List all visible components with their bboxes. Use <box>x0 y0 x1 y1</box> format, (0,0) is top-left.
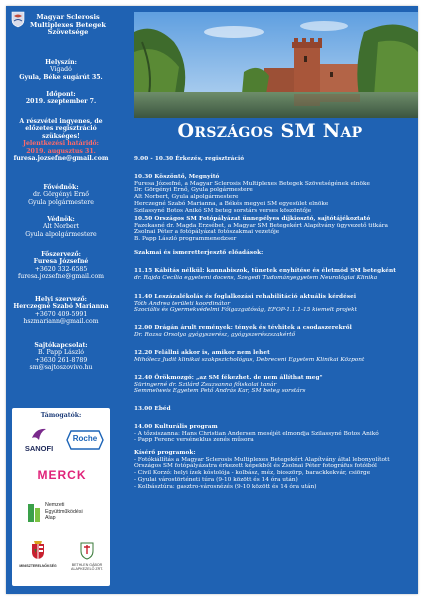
opening-line-1: Furesa Józsefné, a Magyar Sclerosis Multiplexes Betegek Szövetségének elnöke <box>134 180 370 187</box>
opening-line-4: Herczegné Szabó Marianna, a Békés megyei SM egyesület elnöke <box>134 200 329 207</box>
bethlen-label <box>66 563 108 572</box>
roche-logo <box>66 430 104 450</box>
date-block <box>10 91 112 106</box>
co-patron-name: Alt Norbert <box>42 223 80 231</box>
sponsors-panel <box>12 408 110 586</box>
lecture-3-speaker: Dr. Rozsa Orsolya gyógyszerész, gyógyszerészszakértő <box>134 331 296 338</box>
press-block <box>10 342 112 372</box>
award-title: 10.50 Országos SM Fotópályázat ünnepélyes díjkiosztó, sajtótájékoztató <box>134 216 371 222</box>
program-lecture-2 <box>134 294 414 314</box>
press-heading: Sajtókapcsolat: <box>34 342 88 349</box>
sanofi-bird-icon <box>30 426 48 442</box>
lecture-3-title: 12.00 Drágán árult remények: tények és tévhitek a csodaszerekről <box>134 325 352 331</box>
lecture-2-title: 11.40 Leszázalékolás és foglalkozási rehabilitáció aktuális kérdései <box>134 294 357 300</box>
co-patron-heading: Védnök: <box>47 216 75 223</box>
lecture-4-speaker: Mihólecz Judit klinikai szakpszichológus, Debreceni Egyetem Klinikai Központ <box>134 356 365 363</box>
nea-line-1: Nemzeti <box>45 502 65 508</box>
venue-block <box>10 59 112 81</box>
bethlen-line-1: BETHLEN GÁBOR <box>71 563 103 567</box>
program-arrival <box>134 156 414 163</box>
cultural-title: 14.00 Kulturális program <box>134 424 218 430</box>
ms-association-logo-icon <box>11 11 25 28</box>
program-lecture-4 <box>134 350 414 363</box>
program-lecture-3 <box>134 325 414 338</box>
co-patron-role: Gyula alpolgármestere <box>25 230 97 238</box>
ministry-label: MINISZTERELNÖKSÉG <box>19 564 57 568</box>
venue-address: Gyula, Béke sugárút 35. <box>19 73 103 81</box>
title-part-1: O <box>177 120 195 142</box>
left-column <box>6 6 116 594</box>
side-events-line-5: - Kolbásztúra: gasztro-városnézés (9-10 között és 14 óra után) <box>134 483 317 490</box>
castle-photo <box>134 12 418 118</box>
program-cultural <box>134 424 414 444</box>
bethlen-line-2: ALAPKEZELŐ ZRT. <box>71 567 103 572</box>
bethlen-crest-icon <box>79 540 95 560</box>
opening-line-5: Szilassyné Botos Anikó SM beteg sorstárs verses köszöntője <box>134 207 312 214</box>
lecture-2-affiliation: Szociális és Gyermekvédelmi Főigazgatóság, EFOP-1.1.1-15 kiemelt projekt <box>134 307 357 314</box>
program-opening <box>134 174 414 214</box>
patron-block <box>10 184 112 206</box>
side-events-line-2: Országos SM fotópályázatra érkezett képekből és Zsolnai Péter fotográfus fotóiból <box>134 463 377 470</box>
co-patron-block <box>10 216 112 238</box>
date-value: 2019. szeptember 7. <box>25 98 97 106</box>
lecture-4-title: 12.20 Felállni akkor is, amikor nem lehet <box>134 350 270 356</box>
venue-heading: Helyszín: <box>45 59 77 66</box>
award-line-2: Zsolnai Péter a fotópályázat fotószakmai vezetője <box>134 229 280 236</box>
program-side-events <box>134 450 414 490</box>
program-lectures-heading <box>134 250 414 257</box>
bethlen-logo <box>66 540 108 580</box>
lecture-2-speaker: Tóth Andrea területi koordinátor <box>134 300 231 307</box>
date-heading: Időpont: <box>46 91 76 98</box>
program-column <box>124 120 416 590</box>
patron-name: dr. Görgényi Ernő <box>32 191 90 199</box>
award-line-3: B. Papp László programmenedzser <box>134 236 237 243</box>
lecture-5-speaker: Süringerné dr. Szilárd Zsuzsanna főiskolai tanár <box>134 381 277 388</box>
nea-line-2: Együttműködési <box>45 508 83 515</box>
local-organizer-phone: +3670 409-5991 <box>34 310 88 318</box>
patron-role: Gyula polgármestere <box>28 198 94 206</box>
cultural-line-1: - A tőzsiszanna: Hans Christian Andersen meséjét elmondja Szilassyné Botos Anikó <box>134 430 379 437</box>
roche-label: Roche <box>72 434 98 443</box>
press-phone: +3630 261-8789 <box>34 356 88 364</box>
main-organizer-block <box>10 251 112 281</box>
lecture-5-title: 12.40 Örökmozgó: „az SM fékezhet. de nem állíthat meg" <box>134 375 323 381</box>
main-organizer-email[interactable]: furesa.jozsefne@gmail.com <box>17 273 105 281</box>
castle-photo-image <box>134 12 418 118</box>
ministry-logo <box>14 540 62 580</box>
poster <box>6 6 418 594</box>
title-part-3: SM N <box>280 120 341 142</box>
side-events-title: Kísérő programok: <box>134 450 196 456</box>
opening-line-2: Dr. Görgényi Ernő, Gyula polgármestere <box>134 187 253 194</box>
side-events-line-4: - Gyulai várostörténeti túra (9-10 között és 14 óra után) <box>134 476 298 483</box>
lecture-1-speaker: dr. Rajda Cecília egyetemi docens, Szegedi Tudományegyetem Neurológiai Klinika <box>134 274 378 281</box>
opening-line-3: Alt Norbert, Gyula alpolgármestere <box>134 194 239 201</box>
program-lecture-1 <box>134 268 414 281</box>
organization-name: Magyar Sclerosis Multiplexes Betegek Szövetsége <box>30 13 106 37</box>
registration-block <box>10 118 112 162</box>
press-name: B. Papp László <box>38 349 84 357</box>
title-part-4: AP <box>340 125 363 141</box>
title-part-2: RSZÁGOS <box>194 125 274 141</box>
program-lunch <box>134 406 414 413</box>
nea-logo <box>26 500 102 530</box>
merck-logo: MERCK <box>37 468 87 482</box>
hungarian-coat-of-arms-icon <box>30 540 46 560</box>
sanofi-logo <box>18 426 60 460</box>
sanofi-label: SANOFI <box>24 444 54 453</box>
patron-heading: Fővédnök: <box>43 184 79 191</box>
lectures-heading: Szakmai és ismeretterjesztő előadások: <box>134 250 264 256</box>
cultural-line-2: - Papp Ferenc verséneklus zenés műsora <box>134 437 254 444</box>
program-lecture-5 <box>134 375 414 395</box>
side-events-line-1: - Fotókiállítás a Magyar Sclerosis Multiplexes Betegekért Alapítvány által lebonyolított <box>134 456 390 463</box>
side-events-line-3: - Civil Korzó: helyi ízek kóstolója - kolbász, méz, bioszörp, barackkekvár, csiörge <box>134 470 371 477</box>
main-organizer-phone: +3620 332-6585 <box>34 265 88 273</box>
main-organizer-name: Furesa Józsefné <box>33 258 89 266</box>
event-title <box>124 120 416 142</box>
local-organizer-email[interactable]: hszmariann@gmail.com <box>23 318 99 326</box>
main-organizer-heading: Főszervező: <box>41 251 81 258</box>
lecture-5-affiliation: Semmelweis Egyetem Pető András Kar, SM beteg sorstárs <box>134 388 306 395</box>
local-organizer-block <box>10 296 112 326</box>
local-organizer-heading: Helyi szervező: <box>35 296 87 303</box>
registration-deadline: Jelentkezési határidő: 2019. augusztus 31. <box>23 140 99 155</box>
nea-label <box>45 502 83 522</box>
nea-emblem-icon <box>26 502 42 524</box>
lunch-title: 13.00 Ebéd <box>134 406 171 412</box>
venue-name: Vigadó <box>50 66 72 74</box>
free-note: A részvétel ingyenes, de előzetes regisztráció szükséges! <box>19 118 103 140</box>
program-award <box>134 216 414 243</box>
nea-line-3: Alap <box>45 515 56 521</box>
opening-title: 10.30 Köszöntő, Megnyitó <box>134 174 220 180</box>
award-line-1: Fazekasné dr. Magda Erzsébet, a Magyar SM Betegekért Alapítvány ügyvezető titkára <box>134 222 389 229</box>
press-email[interactable]: sm@sajtoszovivo.hu <box>29 364 93 372</box>
sponsors-title: Támogatók: <box>40 412 82 419</box>
registration-email[interactable]: furesa.jozsefne@gmail.com <box>13 155 109 163</box>
local-organizer-name: Herczegné Szabó Marianna <box>13 303 109 311</box>
lecture-1-title: 11.15 Kábítás nélkül: kannabiszok, tünetek enyhítése és életmód SM betegként <box>134 268 396 274</box>
arrival-title: 9.00 - 10.30 Érkezés, regisztráció <box>134 156 245 162</box>
